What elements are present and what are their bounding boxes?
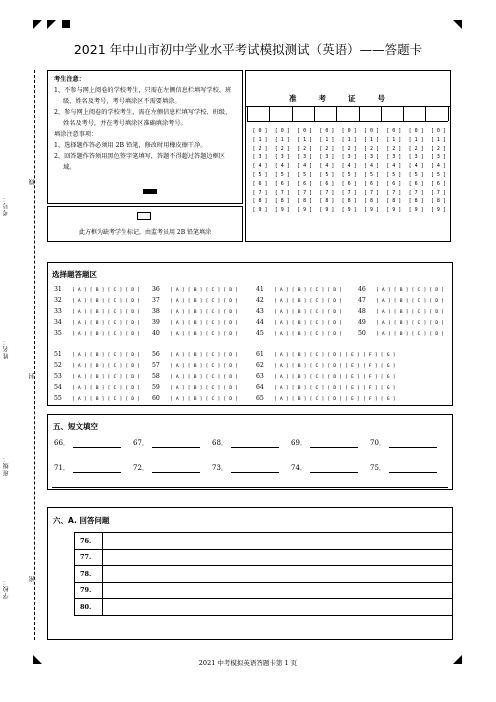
mc-question-number: 48 bbox=[358, 308, 366, 315]
mc-group bbox=[54, 285, 140, 340]
mc-question-row bbox=[256, 350, 396, 361]
digit-bubble[interactable]: [ 4 ] bbox=[252, 163, 268, 170]
mc-question-row bbox=[54, 372, 140, 383]
cloze-answer-line[interactable] bbox=[231, 439, 279, 448]
mc-question-row bbox=[152, 372, 238, 383]
digit-bubble[interactable]: [ 3 ] bbox=[408, 154, 424, 161]
cloze-number: 73． bbox=[212, 464, 228, 472]
digit-bubble[interactable]: [ 8 ] bbox=[430, 198, 446, 205]
grid-divider bbox=[292, 107, 293, 121]
mc-group bbox=[256, 285, 342, 340]
digit-bubble[interactable]: [ 9 ] bbox=[319, 207, 335, 214]
mc-question-row bbox=[54, 361, 140, 372]
mc-question-number: 58 bbox=[152, 373, 160, 380]
mc-option-bubbles[interactable]: [ A ] [ B ] [ C ] [ D ] bbox=[72, 299, 141, 304]
digit-bubble[interactable]: [ 7 ] bbox=[341, 189, 357, 196]
digit-bubble[interactable]: [ 9 ] bbox=[408, 207, 424, 214]
digit-bubble[interactable]: [ 6 ] bbox=[319, 180, 335, 187]
exam-id-column bbox=[428, 127, 448, 215]
grid-divider bbox=[269, 107, 270, 121]
mc-option-bubbles[interactable]: [ A ] [ B ] [ C ] [ D ] [ E ] [ F ] [ G ] bbox=[274, 364, 396, 369]
mc-question-number: 59 bbox=[152, 384, 160, 391]
mc-option-bubbles[interactable]: [ A ] [ B ] [ C ] [ D ] bbox=[72, 353, 141, 358]
corner-mark bbox=[62, 20, 70, 28]
digit-bubble[interactable]: [ 1 ] bbox=[252, 136, 268, 143]
mc-question-row bbox=[256, 329, 342, 340]
digit-bubble[interactable]: [ 1 ] bbox=[430, 136, 446, 143]
digit-bubble[interactable]: [ 0 ] bbox=[319, 128, 335, 134]
page-footer: 2021 中考模拟英语答题卡第 1 页 bbox=[198, 659, 298, 667]
page-title: 2021 年中山市初中学业水平考试模拟测试（英语）——答题卡 bbox=[73, 42, 423, 57]
mc-option-bubbles[interactable]: [ A ] [ B ] [ C ] [ D ] bbox=[170, 310, 239, 315]
corner-mark bbox=[47, 20, 56, 29]
feng-label: 封 bbox=[29, 372, 36, 379]
digit-bubble[interactable]: [ 6 ] bbox=[430, 180, 446, 187]
grid-divider bbox=[381, 107, 382, 121]
digit-bubble[interactable]: [ 5 ] bbox=[274, 171, 290, 178]
mc-question-row bbox=[152, 383, 238, 394]
rule-item: 2、回答题作答须用黑色签字笔填写，答题不得超过答题边框区域。 bbox=[54, 153, 225, 171]
cloze-number: 69． bbox=[291, 439, 307, 447]
mc-question-number: 34 bbox=[54, 319, 62, 326]
digit-bubble[interactable]: [ 5 ] bbox=[430, 171, 446, 178]
digit-bubble[interactable]: [ 7 ] bbox=[319, 189, 335, 196]
digit-bubble[interactable]: [ 5 ] bbox=[408, 171, 424, 178]
mc-question-row bbox=[256, 318, 342, 329]
digit-bubble[interactable]: [ 9 ] bbox=[430, 207, 446, 214]
cloze-blank bbox=[54, 438, 121, 448]
cloze-answer-line[interactable] bbox=[310, 464, 358, 473]
mc-group bbox=[152, 350, 238, 405]
cloze-blank bbox=[133, 463, 200, 473]
mc-question-number: 33 bbox=[54, 308, 62, 315]
digit-bubble[interactable]: [ 6 ] bbox=[363, 180, 380, 187]
grid-divider bbox=[314, 107, 315, 121]
digit-bubble[interactable]: [ 1 ] bbox=[341, 136, 357, 143]
digit-bubble[interactable]: [ 5 ] bbox=[252, 171, 268, 178]
digit-bubble[interactable]: [ 7 ] bbox=[252, 189, 268, 196]
mc-question-number: 63 bbox=[256, 373, 264, 380]
school-label: 学校： bbox=[3, 578, 10, 599]
digit-bubble[interactable]: [ 7 ] bbox=[430, 189, 446, 196]
mc-question-row bbox=[54, 383, 140, 394]
qa-num: 76. bbox=[75, 533, 103, 550]
digit-bubble[interactable]: [ 6 ] bbox=[297, 180, 313, 187]
mc-question-number: 42 bbox=[256, 297, 264, 304]
qa-row bbox=[75, 533, 453, 550]
digit-bubble[interactable]: [ 8 ] bbox=[408, 198, 424, 205]
mc-question-row bbox=[256, 394, 396, 405]
exam-id-column bbox=[339, 127, 359, 215]
rules-heading: 填涂注意事项： bbox=[54, 131, 98, 138]
mc-group bbox=[358, 285, 444, 340]
digit-bubble[interactable]: [ 0 ] bbox=[341, 128, 357, 134]
digit-bubble[interactable]: [ 0 ] bbox=[297, 128, 313, 134]
mc-question-row bbox=[256, 285, 342, 296]
mc-option-bubbles[interactable]: [ A ] [ B ] [ C ] [ D ] [ E ] [ F ] [ G ] bbox=[274, 397, 396, 402]
grid-divider bbox=[448, 107, 449, 121]
digit-bubble[interactable]: [ 6 ] bbox=[408, 180, 424, 187]
binding-line bbox=[34, 70, 35, 640]
qa-num: 80. bbox=[75, 599, 103, 616]
absent-note: 此方框为缺考学生标记，由监考员用 2B 铅笔填涂 bbox=[78, 229, 212, 236]
mc-question-number: 37 bbox=[152, 297, 160, 304]
mc-option-bubbles[interactable]: [ A ] [ B ] [ C ] [ D ] bbox=[376, 310, 445, 315]
corner-mark bbox=[33, 20, 42, 29]
class-label: 班级： bbox=[3, 455, 10, 476]
mc-question-row bbox=[152, 318, 238, 329]
mc-option-bubbles[interactable]: [ A ] [ B ] [ C ] [ D ] bbox=[170, 386, 239, 391]
mc-question-row bbox=[358, 285, 444, 296]
mc-option-bubbles[interactable]: [ A ] [ B ] [ C ] [ D ] bbox=[170, 375, 239, 380]
digit-bubble[interactable]: [ 1 ] bbox=[297, 136, 313, 143]
mc-option-bubbles[interactable]: [ A ] [ B ] [ C ] [ D ] bbox=[170, 397, 239, 402]
digit-bubble[interactable]: [ 4 ] bbox=[430, 163, 446, 170]
mc-question-number: 32 bbox=[54, 297, 62, 304]
digit-bubble[interactable]: [ 0 ] bbox=[386, 128, 402, 134]
grid-divider bbox=[425, 107, 426, 121]
digit-bubble[interactable]: [ 2 ] bbox=[341, 145, 357, 152]
digit-bubble[interactable]: [ 8 ] bbox=[386, 198, 402, 205]
cloze-answer-line[interactable] bbox=[152, 439, 200, 448]
digit-bubble[interactable]: [ 3 ] bbox=[252, 154, 268, 161]
mc-option-bubbles[interactable]: [ A ] [ B ] [ C ] [ D ] bbox=[170, 288, 239, 293]
xian-label: 线 bbox=[29, 178, 36, 185]
cloze-number: 67． bbox=[133, 439, 149, 447]
name-label: 姓名： bbox=[3, 338, 10, 359]
digit-bubble[interactable]: [ 9 ] bbox=[341, 207, 357, 214]
mc-question-number: 57 bbox=[152, 362, 160, 369]
mc-question-number: 43 bbox=[256, 308, 264, 315]
digit-bubble[interactable]: [ 0 ] bbox=[408, 128, 424, 134]
mc-question-number: 46 bbox=[358, 286, 366, 293]
cloze-blank bbox=[212, 463, 279, 473]
digit-bubble[interactable]: [ 3 ] bbox=[430, 154, 446, 161]
mc-option-bubbles[interactable]: [ A ] [ B ] [ C ] [ D ] bbox=[72, 386, 141, 391]
digit-bubble[interactable]: [ 4 ] bbox=[274, 163, 290, 170]
mc-option-bubbles[interactable]: [ A ] [ B ] [ C ] [ D ] bbox=[376, 321, 445, 326]
cloze-blank bbox=[291, 463, 358, 473]
mc-question-row bbox=[358, 329, 444, 340]
mc-question-row bbox=[54, 285, 140, 296]
digit-bubble[interactable]: [ 2 ] bbox=[274, 145, 290, 152]
mc-question-row bbox=[152, 285, 238, 296]
mc-question-number: 51 bbox=[54, 351, 62, 358]
digit-bubble[interactable]: [ 5 ] bbox=[319, 171, 335, 178]
mc-question-row bbox=[152, 307, 238, 318]
mc-question-row bbox=[54, 296, 140, 307]
digit-bubble[interactable]: [ 3 ] bbox=[363, 154, 380, 161]
mc-option-bubbles[interactable]: [ A ] [ B ] [ C ] [ D ] [ E ] [ F ] [ G ] bbox=[274, 386, 396, 391]
mc-question-number: 52 bbox=[54, 362, 62, 369]
cloze-number: 71． bbox=[54, 464, 70, 472]
mc-option-bubbles[interactable]: [ A ] [ B ] [ C ] [ D ] bbox=[170, 364, 239, 369]
digit-bubble[interactable]: [ 5 ] bbox=[386, 171, 402, 178]
mc-question-row bbox=[152, 296, 238, 307]
mc-question-number: 54 bbox=[54, 384, 62, 391]
qa-row bbox=[75, 599, 453, 616]
notice-heading: 考生注意： bbox=[54, 76, 85, 83]
notice-item: 1、不参与网上阅卷的学校考生，只需在左侧信息栏填写学校、班级、姓名及考号，考号填涂区不需要填涂。 bbox=[54, 87, 232, 105]
mc-question-number: 64 bbox=[256, 384, 264, 391]
notice-item: 2、参与网上阅卷的学校考生，需在左侧信息栏填写学校、班级、姓名及考号，并在考号填涂区准确填涂考号。 bbox=[54, 109, 232, 127]
digit-bubble[interactable]: [ 8 ] bbox=[319, 198, 335, 205]
mc-question-number: 41 bbox=[256, 286, 264, 293]
mc-question-row bbox=[256, 296, 342, 307]
mc-option-bubbles[interactable]: [ A ] [ B ] [ C ] [ D ] bbox=[274, 299, 343, 304]
mc-option-bubbles[interactable]: [ A ] [ B ] [ C ] [ D ] bbox=[72, 321, 141, 326]
exam-id-column bbox=[362, 127, 382, 215]
exam-no-label: 考号： bbox=[3, 195, 10, 216]
digit-bubble[interactable]: [ 2 ] bbox=[297, 145, 313, 152]
notice-box bbox=[47, 70, 243, 204]
mc-group bbox=[54, 350, 140, 405]
cloze-blank bbox=[54, 463, 121, 473]
qa-answer-cell[interactable] bbox=[103, 566, 453, 583]
cloze-blank bbox=[212, 438, 279, 448]
mc-option-bubbles[interactable]: [ A ] [ B ] [ C ] [ D ] bbox=[274, 332, 343, 337]
digit-bubble[interactable]: [ 0 ] bbox=[363, 128, 380, 134]
absent-box bbox=[47, 206, 243, 242]
mc-question-row bbox=[256, 383, 396, 394]
digit-bubble[interactable]: [ 4 ] bbox=[297, 163, 313, 170]
digit-bubble[interactable]: [ 0 ] bbox=[430, 128, 446, 134]
digit-bubble[interactable]: [ 7 ] bbox=[363, 189, 380, 196]
grid-divider bbox=[336, 107, 337, 121]
digit-bubble[interactable]: [ 2 ] bbox=[386, 145, 402, 152]
mc-question-number: 40 bbox=[152, 330, 160, 337]
mc-question-number: 62 bbox=[256, 362, 264, 369]
digit-bubble[interactable]: [ 4 ] bbox=[341, 163, 357, 170]
cloze-answer-line[interactable] bbox=[231, 464, 279, 473]
digit-bubble[interactable]: [ 2 ] bbox=[408, 145, 424, 152]
grid-divider bbox=[247, 121, 448, 122]
mc-question-number: 39 bbox=[152, 319, 160, 326]
exam-id-column bbox=[384, 127, 404, 215]
digit-bubble[interactable]: [ 1 ] bbox=[386, 136, 402, 143]
digit-bubble[interactable]: [ 4 ] bbox=[386, 163, 402, 170]
mc-question-row bbox=[152, 394, 238, 405]
qa-row bbox=[75, 582, 453, 599]
exam-id-column bbox=[406, 127, 426, 215]
qa-num: 77. bbox=[75, 549, 103, 566]
mc-option-bubbles[interactable]: [ A ] [ B ] [ C ] [ D ] bbox=[170, 332, 239, 337]
digit-bubble[interactable]: [ 8 ] bbox=[363, 198, 380, 205]
digit-bubble[interactable]: [ 9 ] bbox=[386, 207, 402, 214]
digit-bubble[interactable]: [ 1 ] bbox=[363, 136, 380, 143]
cloze-blank bbox=[133, 438, 200, 448]
grid-divider bbox=[403, 107, 404, 121]
digit-bubble[interactable]: [ 6 ] bbox=[274, 180, 290, 187]
cloze-blank bbox=[370, 463, 437, 473]
absent-checkbox[interactable] bbox=[137, 212, 151, 220]
mc-option-bubbles[interactable]: [ A ] [ B ] [ C ] [ D ] bbox=[274, 321, 343, 326]
mc-option-bubbles[interactable]: [ A ] [ B ] [ C ] [ D ] bbox=[376, 299, 445, 304]
mc-question-row bbox=[358, 318, 444, 329]
digit-bubble[interactable]: [ 3 ] bbox=[341, 154, 357, 161]
digit-bubble[interactable]: [ 4 ] bbox=[319, 163, 335, 170]
mc-question-row bbox=[152, 350, 238, 361]
mc-option-bubbles[interactable]: [ A ] [ B ] [ C ] [ D ] bbox=[72, 310, 141, 315]
cloze-number: 68． bbox=[212, 439, 228, 447]
mc-group bbox=[256, 350, 396, 405]
qa-answer-cell[interactable] bbox=[103, 599, 453, 616]
cloze-number: 74． bbox=[291, 464, 307, 472]
digit-bubble[interactable]: [ 9 ] bbox=[274, 207, 290, 214]
cloze-number: 72． bbox=[133, 464, 149, 472]
mi-label: 密 bbox=[29, 575, 36, 582]
digit-bubble[interactable]: [ 8 ] bbox=[341, 198, 357, 205]
mc-question-row bbox=[358, 307, 444, 318]
cloze-box bbox=[47, 414, 453, 490]
qa-row bbox=[75, 566, 453, 583]
mc-question-number: 38 bbox=[152, 308, 160, 315]
digit-bubble[interactable]: [ 8 ] bbox=[274, 198, 290, 205]
qa-table bbox=[74, 532, 453, 616]
mc-question-row bbox=[152, 361, 238, 372]
grid-divider bbox=[247, 107, 248, 121]
cloze-answer-line[interactable] bbox=[73, 439, 121, 448]
mc-question-number: 56 bbox=[152, 351, 160, 358]
cloze-answer-line[interactable] bbox=[389, 439, 437, 448]
mc-option-bubbles[interactable]: [ A ] [ B ] [ C ] [ D ] [ E ] [ F ] [ G ] bbox=[274, 353, 396, 358]
mc-question-number: 61 bbox=[256, 351, 264, 358]
mc-option-bubbles[interactable]: [ A ] [ B ] [ C ] [ D ] bbox=[72, 397, 141, 402]
digit-bubble[interactable]: [ 1 ] bbox=[319, 136, 335, 143]
cloze-blank bbox=[370, 438, 437, 448]
mc-question-number: 65 bbox=[256, 395, 264, 402]
mc-question-number: 49 bbox=[358, 319, 366, 326]
digit-bubble[interactable]: [ 2 ] bbox=[252, 145, 268, 152]
digit-bubble[interactable]: [ 6 ] bbox=[341, 180, 357, 187]
mc-option-bubbles[interactable]: [ A ] [ B ] [ C ] [ D ] bbox=[72, 288, 141, 293]
mc-question-row bbox=[54, 394, 140, 405]
digit-bubble[interactable]: [ 5 ] bbox=[341, 171, 357, 178]
mc-question-row bbox=[256, 372, 396, 383]
qa-row bbox=[75, 549, 453, 566]
grid-divider bbox=[359, 107, 360, 121]
digit-bubble[interactable]: [ 2 ] bbox=[430, 145, 446, 152]
exam-id-column bbox=[317, 127, 337, 215]
digit-bubble[interactable]: [ 6 ] bbox=[386, 180, 402, 187]
digit-bubble[interactable]: [ 7 ] bbox=[386, 189, 402, 196]
mc-question-number: 60 bbox=[152, 395, 160, 402]
mc-question-row bbox=[54, 318, 140, 329]
digit-bubble[interactable]: [ 0 ] bbox=[252, 128, 268, 134]
corner-mark bbox=[453, 20, 462, 29]
mc-option-bubbles[interactable]: [ A ] [ B ] [ C ] [ D ] bbox=[72, 332, 141, 337]
mc-question-row bbox=[54, 329, 140, 340]
digit-bubble[interactable]: [ 3 ] bbox=[386, 154, 402, 161]
mc-option-bubbles[interactable]: [ A ] [ B ] [ C ] [ D ] bbox=[376, 288, 445, 293]
cloze-number: 70． bbox=[370, 439, 386, 447]
qa-num: 78. bbox=[75, 566, 103, 583]
mc-question-number: 53 bbox=[54, 373, 62, 380]
cloze-title: 五、短文填空 bbox=[53, 422, 98, 431]
digit-bubble[interactable]: [ 7 ] bbox=[297, 189, 313, 196]
mc-question-number: 35 bbox=[54, 330, 62, 337]
digit-bubble[interactable]: [ 2 ] bbox=[363, 145, 380, 152]
digit-bubble[interactable]: [ 4 ] bbox=[363, 163, 380, 170]
digit-bubble[interactable]: [ 7 ] bbox=[408, 189, 424, 196]
cloze-answer-line[interactable] bbox=[310, 439, 358, 448]
qa-answer-cell[interactable] bbox=[103, 533, 453, 550]
exam-id-column bbox=[272, 127, 292, 215]
digit-bubble[interactable]: [ 3 ] bbox=[297, 154, 313, 161]
sample-fill-mark bbox=[143, 189, 157, 194]
mc-option-bubbles[interactable]: [ A ] [ B ] [ C ] [ D ] bbox=[170, 299, 239, 304]
digit-bubble[interactable]: [ 5 ] bbox=[297, 171, 313, 178]
mc-title: 选择题答题区 bbox=[52, 270, 97, 279]
digit-bubble[interactable]: [ 5 ] bbox=[363, 171, 380, 178]
mc-question-row bbox=[152, 329, 238, 340]
cloze-divider bbox=[52, 487, 448, 488]
mc-question-number: 50 bbox=[358, 330, 366, 337]
qa-title: 六、A. 回答问题 bbox=[53, 516, 110, 525]
digit-bubble[interactable]: [ 1 ] bbox=[274, 136, 290, 143]
digit-bubble[interactable]: [ 6 ] bbox=[252, 180, 268, 187]
exam-id-column bbox=[295, 127, 315, 215]
mc-option-bubbles[interactable]: [ A ] [ B ] [ C ] [ D ] bbox=[376, 332, 445, 337]
mc-question-row bbox=[54, 307, 140, 318]
mc-question-row bbox=[54, 350, 140, 361]
mc-question-row bbox=[256, 307, 342, 318]
digit-bubble[interactable]: [ 2 ] bbox=[319, 145, 335, 152]
digit-bubble[interactable]: [ 0 ] bbox=[274, 128, 290, 134]
digit-bubble[interactable]: [ 3 ] bbox=[274, 154, 290, 161]
digit-bubble[interactable]: [ 8 ] bbox=[252, 198, 268, 205]
cloze-number: 66． bbox=[54, 439, 70, 447]
cloze-answer-line[interactable] bbox=[73, 464, 121, 473]
mc-option-bubbles[interactable]: [ A ] [ B ] [ C ] [ D ] bbox=[274, 310, 343, 315]
mc-option-bubbles[interactable]: [ A ] [ B ] [ C ] [ D ] bbox=[170, 321, 239, 326]
rule-item: 1、选择题作答必须用 2B 铅笔，修改时用橡皮擦干净。 bbox=[54, 142, 207, 149]
cloze-answer-line[interactable] bbox=[152, 464, 200, 473]
digit-bubble[interactable]: [ 8 ] bbox=[297, 198, 313, 205]
exam-id-column bbox=[250, 127, 270, 215]
mc-question-number: 47 bbox=[358, 297, 366, 304]
digit-bubble[interactable]: [ 4 ] bbox=[408, 163, 424, 170]
mc-question-row bbox=[256, 361, 396, 372]
cloze-number: 75． bbox=[370, 464, 386, 472]
digit-bubble[interactable]: [ 9 ] bbox=[297, 207, 313, 214]
mc-option-bubbles[interactable]: [ A ] [ B ] [ C ] [ D ] bbox=[170, 353, 239, 358]
cloze-answer-line[interactable] bbox=[389, 464, 437, 473]
mc-question-number: 55 bbox=[54, 395, 62, 402]
mc-option-bubbles[interactable]: [ A ] [ B ] [ C ] [ D ] bbox=[274, 288, 343, 293]
mc-question-number: 45 bbox=[256, 330, 264, 337]
qa-answer-cell[interactable] bbox=[103, 582, 453, 599]
mc-group bbox=[152, 285, 238, 340]
mc-question-number: 44 bbox=[256, 319, 264, 326]
digit-bubble[interactable]: [ 3 ] bbox=[319, 154, 335, 161]
digit-bubble[interactable]: [ 9 ] bbox=[363, 207, 380, 214]
mc-question-number: 31 bbox=[54, 286, 62, 293]
cloze-blank bbox=[291, 438, 358, 448]
mc-option-bubbles[interactable]: [ A ] [ B ] [ C ] [ D ] [ E ] [ F ] [ G ] bbox=[274, 375, 396, 380]
digit-bubble[interactable]: [ 7 ] bbox=[274, 189, 290, 196]
digit-bubble[interactable]: [ 9 ] bbox=[252, 207, 268, 214]
qa-answer-cell[interactable] bbox=[103, 549, 453, 566]
digit-bubble[interactable]: [ 1 ] bbox=[408, 136, 424, 143]
exam-id-header: 准考证号 bbox=[246, 91, 450, 107]
mc-option-bubbles[interactable]: [ A ] [ B ] [ C ] [ D ] bbox=[72, 364, 141, 369]
mc-option-bubbles[interactable]: [ A ] [ B ] [ C ] [ D ] bbox=[72, 375, 141, 380]
mc-question-row bbox=[358, 296, 444, 307]
mc-question-number: 36 bbox=[152, 286, 160, 293]
qa-num: 79. bbox=[75, 582, 103, 599]
